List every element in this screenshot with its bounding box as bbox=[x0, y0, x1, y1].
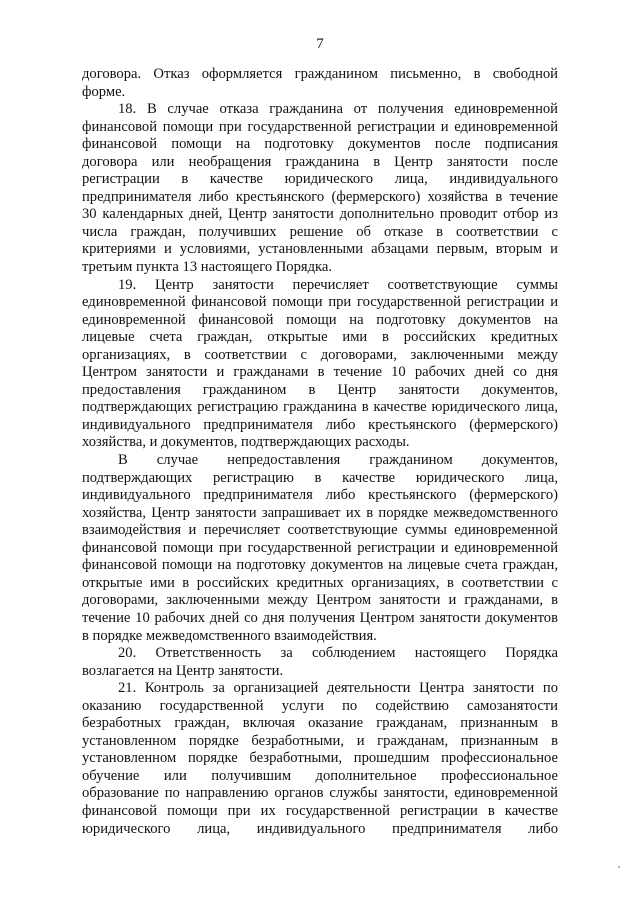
text-line: оказанию государственной услуги по содействию самозанятости bbox=[82, 697, 558, 714]
text-line: течение 10 рабочих дней со дня получения Центром занятости документов bbox=[82, 609, 558, 626]
text-line: договорами, заключенными между Центром занятости и гражданами, в bbox=[82, 592, 558, 609]
text-line: подтверждающих регистрацию гражданина в качестве юридического лица, bbox=[82, 399, 558, 416]
text-line: третьим пункта 13 настоящего Порядка. bbox=[82, 259, 333, 276]
text-line: индивидуального предпринимателя либо крестьянского (фермерского) bbox=[82, 416, 558, 433]
paragraph-item-20 bbox=[82, 645, 558, 680]
text-line: 19. Центр занятости перечисляет соответствующие суммы bbox=[118, 276, 558, 293]
text-line: организациях, в соответствии с договорами, заключенными между bbox=[82, 346, 558, 363]
text-line: открытые ими в российских кредитных организациях, в соответствии с bbox=[82, 574, 558, 591]
text-line: критериями и условиями, установленными абзацами первым, вторым и bbox=[82, 241, 558, 258]
text-line: числа граждан, получивших решение об отказе в соответствии с bbox=[82, 223, 558, 240]
text-line: лицевые счета граждан, открытые ими в российских кредитных bbox=[82, 329, 558, 346]
text-line: индивидуального предпринимателя либо крестьянского (фермерского) bbox=[82, 487, 558, 504]
text-line: единовременной финансовой помощи при государственной регистрации и bbox=[82, 294, 558, 311]
text-line: обучение или получившим дополнительное профессиональное bbox=[82, 767, 558, 784]
text-line: предпринимателя либо крестьянского (фермерского) хозяйства в течение bbox=[82, 188, 558, 205]
text-line: в порядке межведомственного взаимодействия. bbox=[82, 627, 377, 644]
text-line: предоставления гражданином в Центр занятости документов, bbox=[82, 381, 558, 398]
paragraph-item-21 bbox=[82, 680, 558, 838]
text-line: подтверждающих регистрацию в качестве юридического лица, bbox=[82, 469, 558, 486]
paragraph-item-18 bbox=[82, 101, 558, 276]
text-line: взаимодействия и перечисляет соответствующие суммы единовременной bbox=[82, 522, 558, 539]
text-line: форме. bbox=[82, 83, 126, 100]
text-line: хозяйства, Центр занятости запрашивает их в порядке межведомственного bbox=[82, 504, 558, 521]
text-line: 30 календарных дней, Центр занятости дополнительно проводит отбор из bbox=[82, 206, 558, 223]
text-line: хозяйства, и документов, подтверждающих расходы. bbox=[82, 434, 410, 451]
paragraph-item-19 bbox=[82, 277, 558, 452]
text-line: 18. В случае отказа гражданина от получения единовременной bbox=[118, 101, 558, 118]
text-line: 20. Ответственность за соблюдением настоящего Порядка bbox=[118, 645, 558, 662]
text-line: финансовой помощи при государственной регистрации и единовременной bbox=[82, 539, 558, 556]
text-line: возлагается на Центр занятости. bbox=[82, 662, 284, 679]
text-line: договора. Отказ оформляется гражданином письменно, в свободной bbox=[82, 66, 558, 82]
scan-speck bbox=[618, 866, 620, 868]
paragraph-continuation bbox=[82, 66, 558, 101]
text-line: 21. Контроль за организацией деятельности Центра занятости по bbox=[118, 680, 558, 697]
text-line: финансовой помощи при их государственной регистрации в качестве bbox=[82, 802, 558, 819]
text-line: образование по направлению органов службы занятости, единовременной bbox=[82, 785, 558, 802]
text-line: В случае непредоставления гражданином документов, bbox=[118, 452, 558, 469]
text-line: безработных граждан, включая оказание гражданам, признанным в bbox=[82, 715, 558, 732]
text-line: финансовой помощи на подготовку документов на лицевые счета граждан, bbox=[82, 557, 558, 574]
text-line: договора или необращения гражданина в Центр занятости после bbox=[82, 153, 558, 170]
text-line: юридического лица, индивидуального предпринимателя либо bbox=[82, 820, 558, 837]
text-line: финансовой помощи на подготовку документов после подписания bbox=[82, 136, 558, 153]
paragraph-item-19-continuation bbox=[82, 452, 558, 645]
text-line: установленном порядке безработными, и гражданам, признанным в bbox=[82, 732, 558, 749]
text-line: единовременной финансовой помощи на подготовку документов на bbox=[82, 311, 558, 328]
document-body bbox=[82, 66, 558, 838]
text-line: Центром занятости и гражданами в течение 10 рабочих дней со дня bbox=[82, 364, 558, 381]
page-number: 7 bbox=[316, 36, 324, 52]
text-line: установленном порядке безработными, прошедшим профессиональное bbox=[82, 750, 558, 767]
text-line: финансовой помощи при государственной регистрации и единовременной bbox=[82, 118, 558, 135]
text-line: регистрации в качестве юридического лица, индивидуального bbox=[82, 171, 558, 188]
